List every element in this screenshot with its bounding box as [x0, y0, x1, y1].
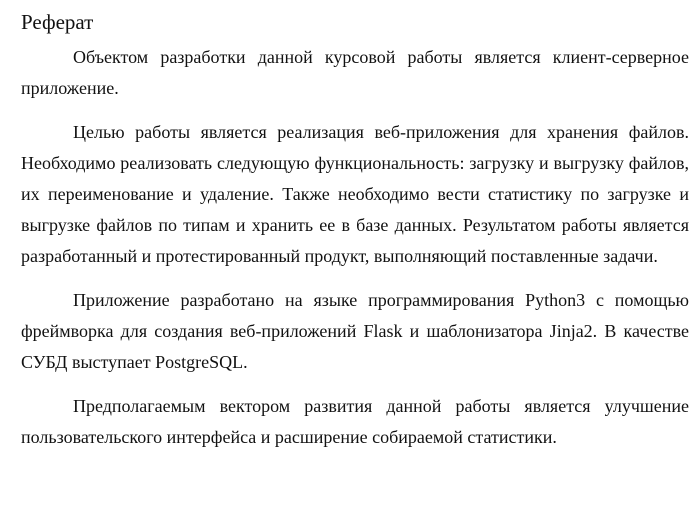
- document-title: Реферат: [21, 10, 94, 34]
- paragraph-goal: Целью работы является реализация веб-приложения для хранения файлов. Необходимо реализовать следующую функциональность: загрузку и выгрузку файлов, их переименование и удаление. Также необходимо вести статистику по загрузке и выгрузке файлов по типам и хранить ее в базе данных. Результатом работы является разработанный и протестированный продукт, выполняющий поставленные задачи.: [21, 122, 689, 266]
- paragraph-object: Объектом разработки данной курсовой работы является клиент-серверное приложение.: [21, 47, 689, 98]
- paragraph-technology: Приложение разработано на языке программирования Python3 с помощью фреймворка для создания веб-приложений Flask и шаблонизатора Jinja2. В качестве СУБД выступает PostgreSQL.: [21, 290, 689, 372]
- document-page: [21, 8, 689, 466]
- paragraph-development: Предполагаемым вектором развития данной работы является улучшение пользовательского интерфейса и расширение собираемой статистики.: [21, 396, 689, 447]
